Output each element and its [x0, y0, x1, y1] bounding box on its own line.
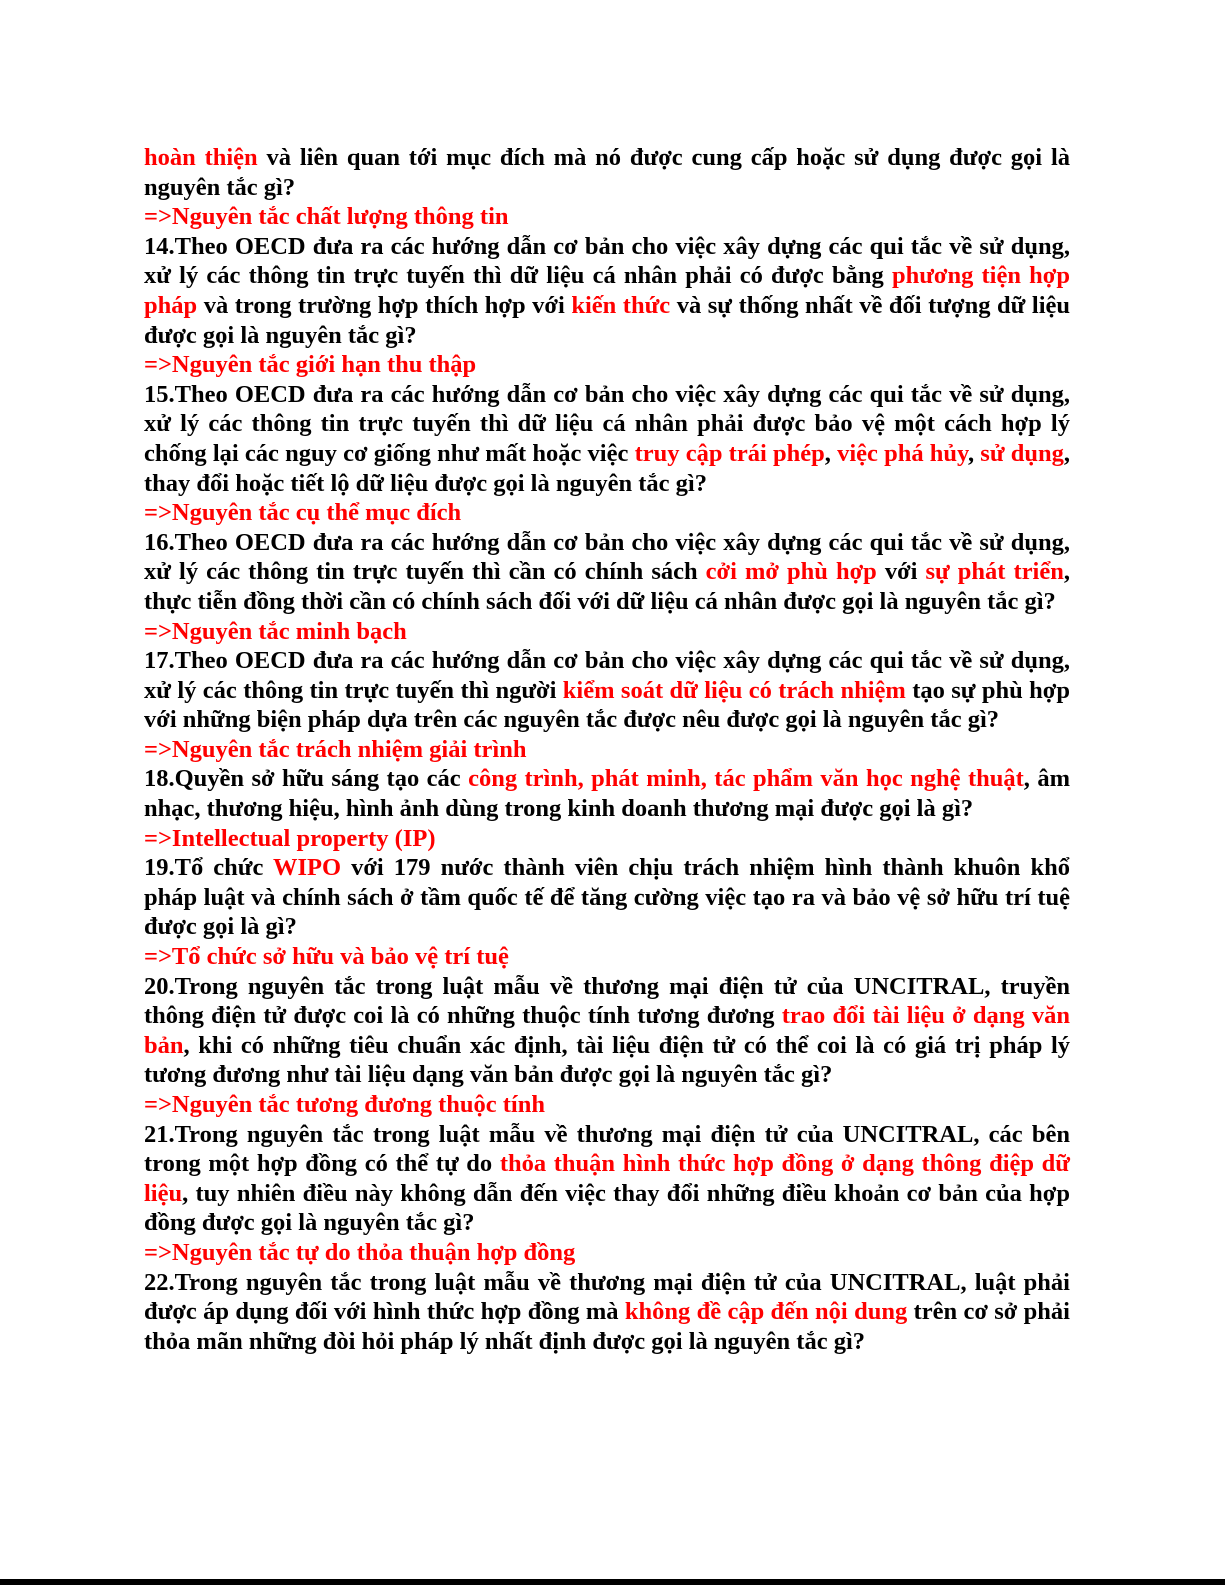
question-paragraph [144, 1120, 1070, 1238]
question-text: và trong trường hợp thích hợp với [197, 291, 572, 319]
page-bottom-rule [0, 1579, 1225, 1585]
highlighted-keyword: việc phá hủy [837, 439, 968, 467]
question-paragraph [144, 380, 1070, 498]
question-paragraph [144, 528, 1070, 617]
question-text: 18.Quyền sở hữu sáng tạo các [144, 765, 469, 793]
highlighted-keyword: không đề cập đến nội dung [624, 1298, 908, 1326]
question-text: , âm nhạc, thương hiệu, hình ảnh dùng trong kinh doanh thương mại được gọi là gì? [144, 765, 1070, 823]
question-paragraph [144, 972, 1070, 1090]
question-paragraph [144, 143, 1070, 202]
question-text: 20.Trong nguyên tắc trong luật mẫu về thương mại điện tử của UNCITRAL, truyền thông điện tử được coi là có những thuộc tính tương đương [144, 972, 1070, 1030]
highlighted-keyword: kiểm soát dữ liệu có trách nhiệm [562, 676, 906, 704]
question-text: 19.Tổ chức [144, 854, 273, 882]
highlighted-keyword: cởi mở phù hợp [705, 558, 877, 586]
answer-line: =>Nguyên tắc cụ thể mục đích [144, 499, 462, 527]
question-text: 14.Theo OECD đưa ra các hướng dẫn cơ bản cho việc xây dựng các qui tắc về sử dụng, xử lý các thông tin trực tuyến thì dữ liệu cá nhân phải có được bằng [144, 232, 1070, 290]
highlighted-keyword: hoàn thiện [144, 144, 258, 171]
answer-line: =>Nguyên tắc chất lượng thông tin [144, 203, 509, 231]
question-text: tạo sự phù hợp với những biện pháp dựa trên các nguyên tắc được nêu được gọi là nguyên tắc gì? [144, 676, 1070, 734]
highlighted-keyword: thỏa thuận hình thức hợp đồng ở dạng thông điệp dữ liệu [144, 1150, 1070, 1207]
question-paragraph [144, 1268, 1070, 1357]
question-text: với [876, 558, 926, 586]
answer-line: =>Tổ chức sở hữu và bảo vệ trí tuệ [144, 943, 509, 971]
question-paragraph [144, 232, 1070, 350]
question-text: , thay đổi hoặc tiết lộ dữ liệu được gọi là nguyên tắc gì? [144, 439, 1070, 497]
question-text: 16.Theo OECD đưa ra các hướng dẫn cơ bản cho việc xây dựng các qui tắc về sử dụng, xử lý các thông tin trực tuyến thì cần có chính sách [144, 528, 1070, 586]
question-text: , [967, 439, 981, 467]
highlighted-keyword: phương tiện hợp pháp [144, 262, 1070, 319]
question-text: , khi có những tiêu chuẩn xác định, tài liệu điện tử có thể coi là có giá trị pháp lý tương đương như tài liệu dạng văn bản được gọi là nguyên tắc gì? [144, 1031, 1070, 1089]
question-text: , [824, 439, 838, 467]
question-text: 17.Theo OECD đưa ra các hướng dẫn cơ bản cho việc xây dựng các qui tắc về sử dụng, xử lý các thông tin trực tuyến thì người [144, 647, 1070, 704]
highlighted-keyword: kiến thức [571, 291, 671, 319]
question-text: với 179 nước thành viên chịu trách nhiệm hình thành khuôn khổ pháp luật và chính sách ở tầm quốc tế để tăng cường việc tạo ra và bảo vệ sở hữu trí tuệ được gọi là gì? [144, 854, 1070, 941]
question-paragraph [144, 853, 1070, 942]
highlighted-keyword: truy cập trái phép [634, 439, 825, 467]
highlighted-keyword: sự phát triển [925, 558, 1064, 586]
answer-line: =>Intellectual property (IP) [144, 824, 436, 852]
answer-line: =>Nguyên tắc tương đương thuộc tính [144, 1091, 545, 1118]
question-text: và liên quan tới mục đích mà nó được cung cấp hoặc sử dụng được gọi là nguyên tắc gì? [144, 144, 1070, 201]
question-paragraph [144, 646, 1070, 735]
highlighted-keyword: WIPO [272, 854, 342, 882]
question-text: 21.Trong nguyên tắc trong luật mẫu về thương mại điện tử của UNCITRAL, các bên trong một hợp đồng có thể tự do [144, 1120, 1070, 1178]
question-text: , thực tiễn đồng thời cần có chính sách đối với dữ liệu cá nhân được gọi là nguyên tắc gì? [144, 558, 1070, 615]
answer-line: =>Nguyên tắc trách nhiệm giải trình [144, 735, 527, 763]
highlighted-keyword: sử dụng [980, 439, 1064, 467]
highlighted-keyword: công trình, phát minh, tác phẩm văn học nghệ thuật [468, 765, 1024, 793]
answer-line: =>Nguyên tắc minh bạch [144, 617, 407, 645]
question-text: 15.Theo OECD đưa ra các hướng dẫn cơ bản cho việc xây dựng các qui tắc về sử dụng, xử lý các thông tin trực tuyến thì dữ liệu cá nhân phải được bảo vệ một cách hợp lý chống lại các nguy cơ giống như mất hoặc việc [144, 380, 1070, 467]
document-body [144, 143, 1070, 1356]
question-text: 22.Trong nguyên tắc trong luật mẫu về thương mại điện tử của UNCITRAL, luật phải được áp dụng đối với hình thức hợp đồng mà [144, 1268, 1070, 1326]
question-paragraph [144, 764, 1070, 823]
question-text: trên cơ sở phải thỏa mãn những đòi hỏi pháp lý nhất định được gọi là nguyên tắc gì? [144, 1298, 1070, 1355]
question-text: , tuy nhiên điều này không dẫn đến việc thay đổi những điều khoản cơ bản của hợp đồng được gọi là nguyên tắc gì? [144, 1179, 1070, 1237]
question-text: và sự thống nhất về đối tượng dữ liệu được gọi là nguyên tắc gì? [144, 291, 1071, 349]
highlighted-keyword: trao đổi tài liệu ở dạng văn bản [144, 1002, 1070, 1059]
answer-line: =>Nguyên tắc giới hạn thu thập [144, 351, 477, 379]
answer-line: =>Nguyên tắc tự do thỏa thuận hợp đồng [144, 1238, 576, 1266]
